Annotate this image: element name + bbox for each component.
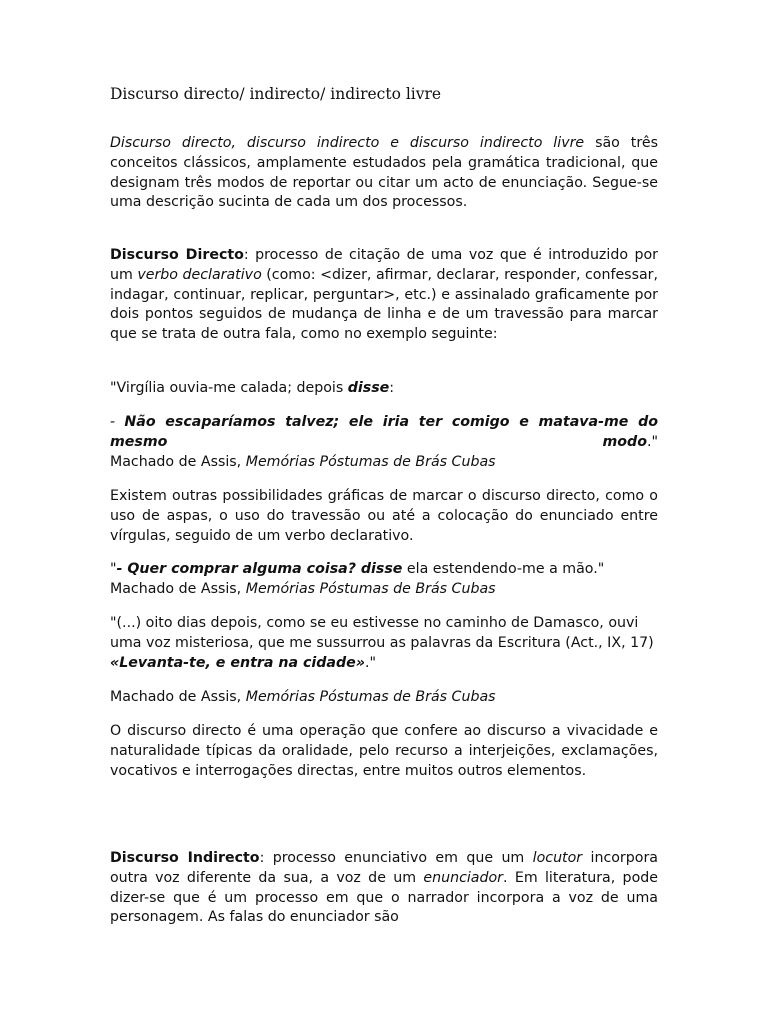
direct-speech-operation-paragraph: O discurso directo é uma operação que confere ao discurso a vivacidade e naturalidade típicas da oralidade, pelo recurso a interjeições, exclamações, vocativos e interrogações directas, entre muitos outros elementos. xyxy=(110,723,658,779)
example-quote-1 xyxy=(110,379,658,399)
indirect-speech-term: Discurso Indirecto xyxy=(110,850,260,866)
citation-2-author: Machado de Assis, xyxy=(110,580,246,597)
graphic-marks-paragraph: Existem outras possibilidades gráficas de marcar o discurso directo, como o uso de aspas, o uso do travessão ou até a colocação do enunciado entre vírgulas, seguido de um verbo declarativo. xyxy=(110,488,658,544)
example-2-dash: - xyxy=(110,414,125,430)
indirect-speech-paragraph xyxy=(110,849,658,928)
declarative-verb-term: verbo declarativo xyxy=(137,266,262,283)
indirect-speech-text-2: incorpora outra voz diferente da sua, a voz de um xyxy=(110,850,658,886)
example-2-close: ." xyxy=(646,433,658,450)
document-title: Discurso directo/ indirecto/ indirecto livre xyxy=(110,85,442,103)
example-1-verb: disse xyxy=(347,380,390,396)
indirect-speech-text-3: . Em literatura, pode dizer-se que é um processo em que o narrador incorpora a voz de uma personagem. As falas do enunciador são xyxy=(110,869,658,926)
example-3-speech-text: - Quer comprar alguma coisa? disse xyxy=(116,561,403,577)
citation-3 xyxy=(110,688,658,708)
example-4-text: "(...) oito dias depois, como se eu estivesse no caminho de Damasco, ouvi uma voz misteriosa, que me sussurrou as palavras da Escritura (Act., IX, 17) xyxy=(110,615,654,651)
locutor-term: locutor xyxy=(532,850,583,866)
enunciador-term: enunciador xyxy=(423,869,504,886)
intro-terms: Discurso directo, discurso indirecto e discurso indirecto livre xyxy=(110,135,585,151)
citation-1-work: Memórias Póstumas de Brás Cubas xyxy=(245,453,496,470)
example-1-close: : xyxy=(389,380,395,396)
example-4-quote: «Levanta-te, e entra na cidade» xyxy=(110,654,365,671)
example-quote-4 xyxy=(110,614,658,673)
example-2-speech xyxy=(110,413,658,453)
direct-speech-term: Discurso Directo xyxy=(110,247,244,263)
document-page xyxy=(110,0,658,1024)
citation-1-author: Machado de Assis, xyxy=(110,453,246,470)
direct-speech-text-1: : processo de citação de uma voz que é introduzido por um xyxy=(110,247,658,283)
example-2-speech-text: Não escaparíamos talvez; ele iria ter comigo e matava-me do mesmo modo xyxy=(110,414,658,450)
citation-3-work: Memórias Póstumas de Brás Cubas xyxy=(245,689,496,705)
intro-paragraph xyxy=(110,134,658,213)
citation-1 xyxy=(110,453,658,473)
example-4-close: ." xyxy=(364,654,377,671)
example-3-speech xyxy=(110,560,658,580)
example-1-open: "Virgília ouvia-me calada; depois xyxy=(110,380,348,396)
citation-2 xyxy=(110,580,658,600)
intro-text: são três conceitos clássicos, amplamente estudados pela gramática tradicional, que designam três modos de reportar ou citar um acto de enunciação. Segue-se uma descrição sucinta de cada um dos processos. xyxy=(110,135,658,211)
citation-3-author: Machado de Assis, xyxy=(110,689,246,705)
citation-2-work: Memórias Póstumas de Brás Cubas xyxy=(245,580,496,597)
example-3-rest: ela estendendo-me a mão." xyxy=(402,561,605,577)
example-quote-3 xyxy=(110,560,658,600)
example-3-open: " xyxy=(110,561,117,577)
direct-speech-paragraph xyxy=(110,246,658,345)
indirect-speech-text-1: : processo enunciativo em que um xyxy=(259,850,533,866)
example-quote-2 xyxy=(110,413,658,472)
direct-speech-text-2: (como: <dizer, afirmar, declarar, responder, confessar, indagar, continuar, replicar, perguntar>, etc.) e assinalado graficamente por dois pontos seguidos de mudança de linha e de um travessão para marcar que se trata de outra fala, como no exemplo seguinte: xyxy=(110,266,658,343)
